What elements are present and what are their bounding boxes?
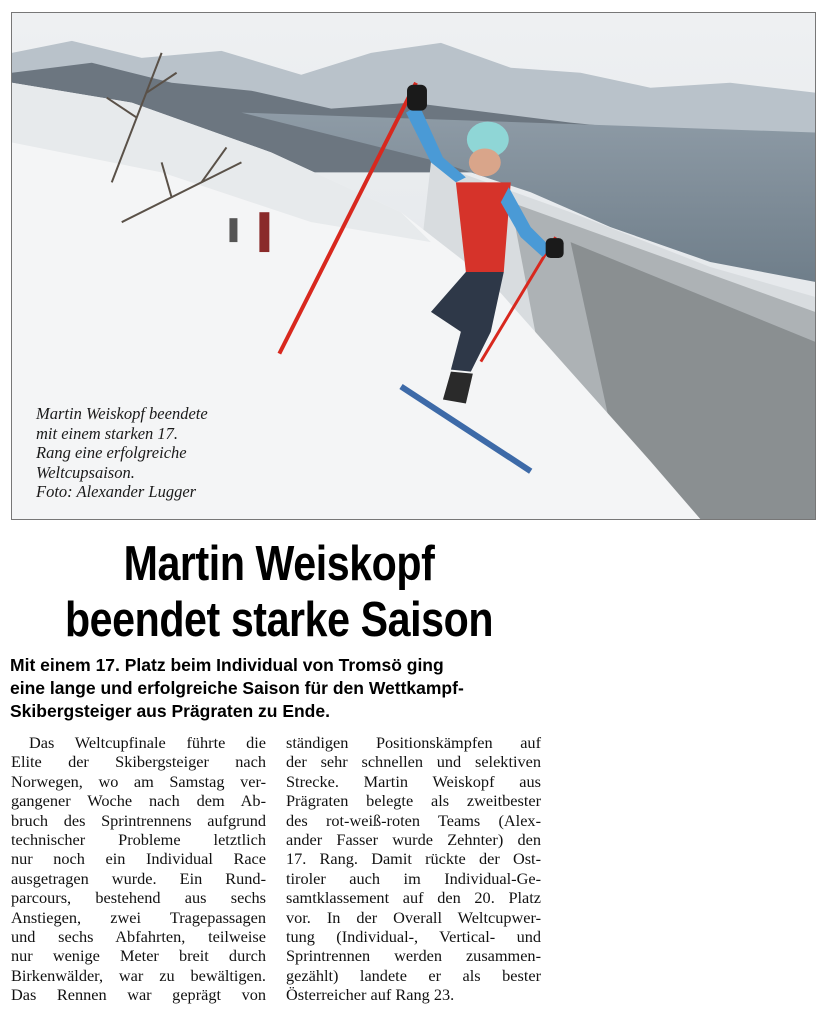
body-line: Anstiegen, zwei Tragepassagen xyxy=(11,907,266,927)
body-line: gezählt) landete er als bester xyxy=(286,965,541,985)
body-line: und sechs Abfahrten, teilweise xyxy=(11,927,266,947)
body-line: Norwegen, wo am Samstag ver- xyxy=(11,771,266,791)
caption-line: Martin Weiskopf beendete xyxy=(36,404,208,423)
body-line: Das Rennen war geprägt von xyxy=(11,985,266,1005)
article-headline xyxy=(20,536,538,648)
headline-line-1: Martin Weiskopf xyxy=(123,537,435,591)
article-photo xyxy=(11,12,816,520)
body-line: bruch des Sprintrennens aufgrund xyxy=(11,810,266,830)
body-line: Elite der Skibergsteiger nach xyxy=(11,752,266,772)
body-line: nur noch ein Individual Race xyxy=(11,849,266,869)
photo-caption xyxy=(36,404,208,502)
caption-photo-credit: Foto: Alexander Lugger xyxy=(36,482,197,501)
body-line: 17. Rang. Damit rückte der Ost- xyxy=(286,849,541,869)
lead-line: eine lange und erfolgreiche Saison für den Wettkampf- xyxy=(10,678,464,698)
body-line: ausgetragen wurde. Ein Rund- xyxy=(11,868,266,888)
body-line: samtklassement auf den 20. Platz xyxy=(286,888,541,908)
body-line: Das Weltcupfinale führte die xyxy=(29,733,266,752)
body-column-1 xyxy=(11,733,266,1005)
caption-line: mit einem starken 17. xyxy=(36,423,179,443)
body-line: der sehr schnellen und selektiven xyxy=(286,752,541,772)
caption-line: Rang eine erfolgreiche xyxy=(36,443,187,462)
body-line: ander Fasser wurde Zehnter) den xyxy=(286,830,541,850)
body-line: Birkenwälder, war zu bewältigen. xyxy=(11,965,266,985)
article-lead xyxy=(10,654,550,723)
body-line: gangener Woche nach dem Ab- xyxy=(11,791,266,811)
body-line: tiroler auch im Individual-Ge- xyxy=(286,868,541,888)
lead-line: Skibergsteiger aus Prägraten zu Ende. xyxy=(10,701,330,721)
headline-line-2: beendet starke Saison xyxy=(64,593,494,647)
body-line: Sprintrennen werden zusammen- xyxy=(286,946,541,966)
body-line: Prägraten belegte als zweitbester xyxy=(286,791,541,811)
body-line: ständigen Positionskämpfen auf xyxy=(286,733,541,752)
body-line: parcours, bestehend aus sechs xyxy=(11,888,266,908)
body-line: technischer Probleme letztlich xyxy=(11,830,266,850)
body-column-2 xyxy=(286,733,541,1005)
lead-line: Mit einem 17. Platz beim Individual von Tromsö ging xyxy=(10,655,444,675)
caption-line: Weltcupsaison. xyxy=(36,462,135,482)
body-line: des rot-weiß-roten Teams (Alex- xyxy=(286,810,541,830)
body-line: Strecke. Martin Weiskopf aus xyxy=(286,771,541,791)
body-line: tung (Individual-, Vertical- und xyxy=(286,927,541,947)
body-line: nur wenige Meter breit durch xyxy=(11,946,266,966)
body-line: Österreicher auf Rang 23. xyxy=(286,985,455,1005)
body-line: vor. In der Overall Weltcupwer- xyxy=(286,907,541,927)
